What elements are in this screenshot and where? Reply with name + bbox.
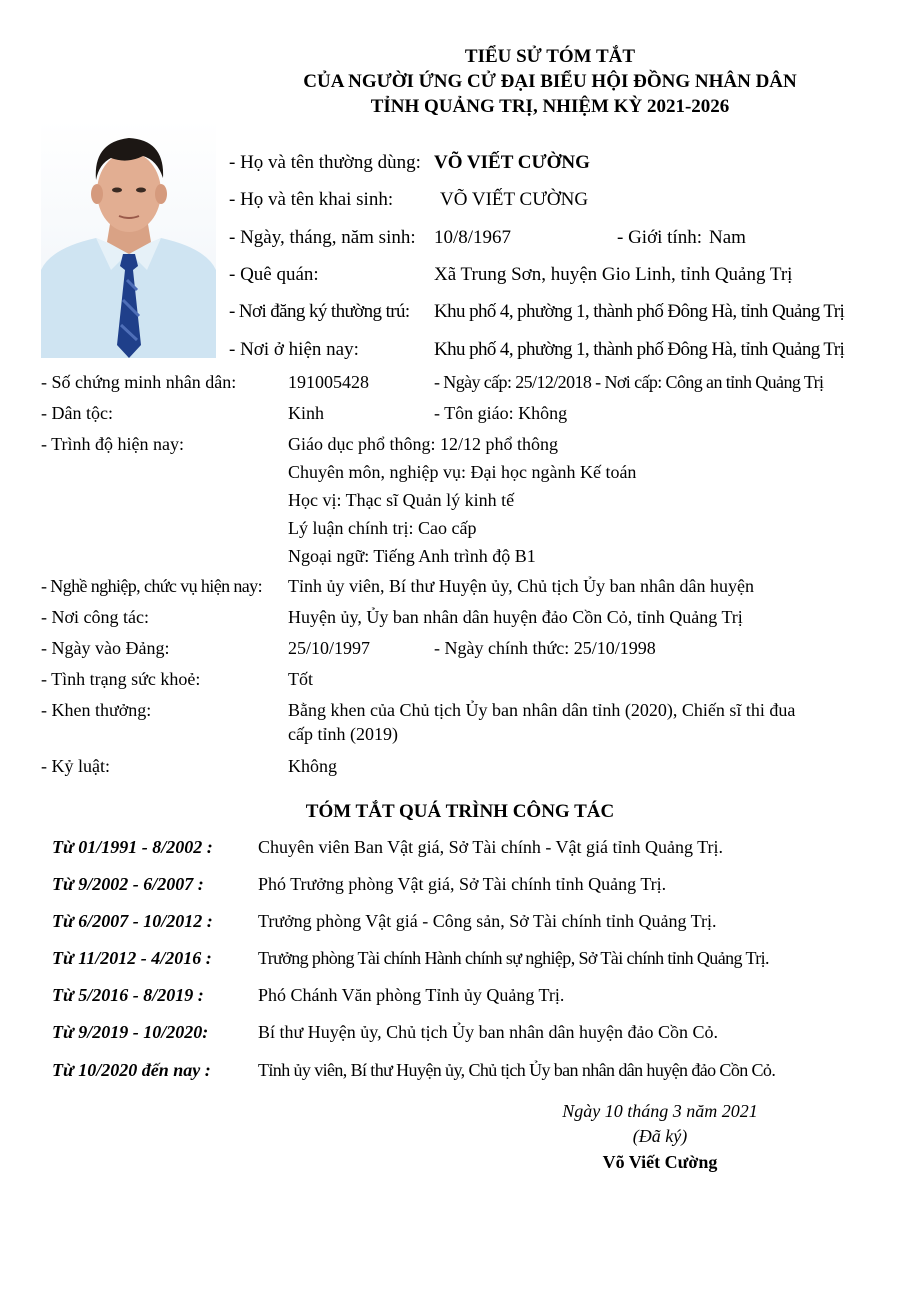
career-period: Từ 01/1991 - 8/2002 :	[52, 837, 213, 857]
doc-title-line1: TIỂU SỬ TÓM TẮT	[464, 46, 636, 67]
common-name-value: VÕ VIẾT CƯỜNG	[434, 152, 590, 173]
occupation-label: - Nghề nghiệp, chức vụ hiện nay:	[41, 576, 262, 596]
signature-date: Ngày 10 tháng 3 năm 2021	[562, 1101, 758, 1121]
doc-title-line3: TỈNH QUẢNG TRỊ, NHIỆM KỲ 2021-2026	[370, 96, 730, 117]
id-number-value: 191005428	[288, 372, 369, 392]
workplace-label: - Nơi công tác:	[41, 607, 149, 627]
common-name-label: - Họ và tên thường dùng:	[229, 152, 421, 173]
hometown-label: - Quê quán:	[229, 264, 319, 285]
id-issue-info: - Ngày cấp: 25/12/2018 - Nơi cấp: Công an tỉnh Quảng Trị	[434, 372, 824, 392]
health-value: Tốt	[288, 669, 313, 689]
ethnicity-label: - Dân tộc:	[41, 403, 113, 423]
career-period: Từ 10/2020 đến nay :	[52, 1060, 211, 1080]
current-address-label: - Nơi ở hiện nay:	[229, 339, 359, 360]
signature-status: (Đã ký)	[632, 1126, 688, 1146]
career-period: Từ 6/2007 - 10/2012 :	[52, 911, 213, 931]
education-line: Lý luận chính trị: Cao cấp	[288, 518, 477, 538]
party-official-info: - Ngày chính thức: 25/10/1998	[434, 638, 656, 658]
discipline-value: Không	[288, 756, 337, 776]
career-description: Chuyên viên Ban Vật giá, Sở Tài chính - Vật giá tỉnh Quảng Trị.	[258, 837, 723, 857]
education-line: Học vị: Thạc sĩ Quản lý kinh tế	[288, 490, 515, 510]
id-number-label: - Số chứng minh nhân dân:	[41, 372, 237, 392]
career-description: Tỉnh ủy viên, Bí thư Huyện ủy, Chủ tịch Ủy ban nhân dân huyện đảo Cồn Cỏ.	[258, 1060, 776, 1080]
portrait-photo	[41, 120, 216, 358]
birth-name-value: VÕ VIẾT CƯỜNG	[440, 189, 589, 210]
permanent-address-value: Khu phố 4, phường 1, thành phố Đông Hà, tỉnh Quảng Trị	[434, 301, 845, 322]
party-join-value: 25/10/1997	[288, 638, 371, 658]
awards-value-line2: cấp tỉnh (2019)	[288, 724, 398, 744]
religion-info: - Tôn giáo: Không	[434, 403, 568, 423]
career-description: Phó Chánh Văn phòng Tỉnh ủy Quảng Trị.	[258, 985, 565, 1005]
permanent-address-label: - Nơi đăng ký thường trú:	[229, 301, 410, 322]
doc-title-line2: CỦA NGƯỜI ỨNG CỬ ĐẠI BIỂU HỘI ĐỒNG NHÂN DÂN	[303, 71, 797, 92]
education-line: Giáo dục phổ thông: 12/12 phổ thông	[288, 434, 558, 454]
education-line: Ngoại ngữ: Tiếng Anh trình độ B1	[288, 546, 536, 566]
dob-value: 10/8/1967	[434, 227, 512, 248]
career-description: Bí thư Huyện ủy, Chủ tịch Ủy ban nhân dân huyện đảo Cồn Cỏ.	[258, 1022, 719, 1042]
career-section-title: TÓM TẮT QUÁ TRÌNH CÔNG TÁC	[305, 801, 615, 822]
party-join-label: - Ngày vào Đảng:	[41, 638, 170, 658]
education-label: - Trình độ hiện nay:	[41, 434, 185, 454]
birth-name-label: - Họ và tên khai sinh:	[229, 189, 394, 210]
career-period: Từ 9/2002 - 6/2007 :	[52, 874, 204, 894]
workplace-value: Huyện ủy, Ủy ban nhân dân huyện đảo Cồn Cỏ, tỉnh Quảng Trị	[288, 607, 743, 627]
career-description: Trưởng phòng Tài chính Hành chính sự nghiệp, Sở Tài chính tỉnh Quảng Trị.	[258, 948, 769, 968]
health-label: - Tình trạng sức khoẻ:	[41, 669, 201, 689]
hometown-value: Xã Trung Sơn, huyện Gio Linh, tỉnh Quảng Trị	[434, 264, 793, 285]
awards-label: - Khen thưởng:	[41, 700, 152, 720]
signature-name: Võ Viết Cường	[602, 1152, 718, 1172]
career-description: Phó Trưởng phòng Vật giá, Sở Tài chính tỉnh Quảng Trị.	[258, 874, 667, 894]
career-period: Từ 5/2016 - 8/2019 :	[52, 985, 204, 1005]
ethnicity-value: Kinh	[288, 403, 324, 423]
education-line: Chuyên môn, nghiệp vụ: Đại học ngành Kế toán	[288, 462, 637, 482]
career-description: Trưởng phòng Vật giá - Công sản, Sở Tài chính tỉnh Quảng Trị.	[258, 911, 717, 931]
awards-value-line1: Bằng khen của Chủ tịch Ủy ban nhân dân tỉnh (2020), Chiến sĩ thi đua	[288, 700, 796, 720]
gender-label: - Giới tính:	[617, 227, 702, 248]
career-period: Từ 11/2012 - 4/2016 :	[52, 948, 212, 968]
occupation-value: Tỉnh ủy viên, Bí thư Huyện ủy, Chủ tịch Ủy ban nhân dân huyện	[288, 576, 755, 596]
current-address-value: Khu phố 4, phường 1, thành phố Đông Hà, tỉnh Quảng Trị	[434, 339, 845, 360]
discipline-label: - Kỷ luật:	[41, 756, 110, 776]
dob-label: - Ngày, tháng, năm sinh:	[229, 227, 416, 248]
career-period: Từ 9/2019 - 10/2020:	[52, 1022, 209, 1042]
gender-value: Nam	[709, 227, 746, 248]
